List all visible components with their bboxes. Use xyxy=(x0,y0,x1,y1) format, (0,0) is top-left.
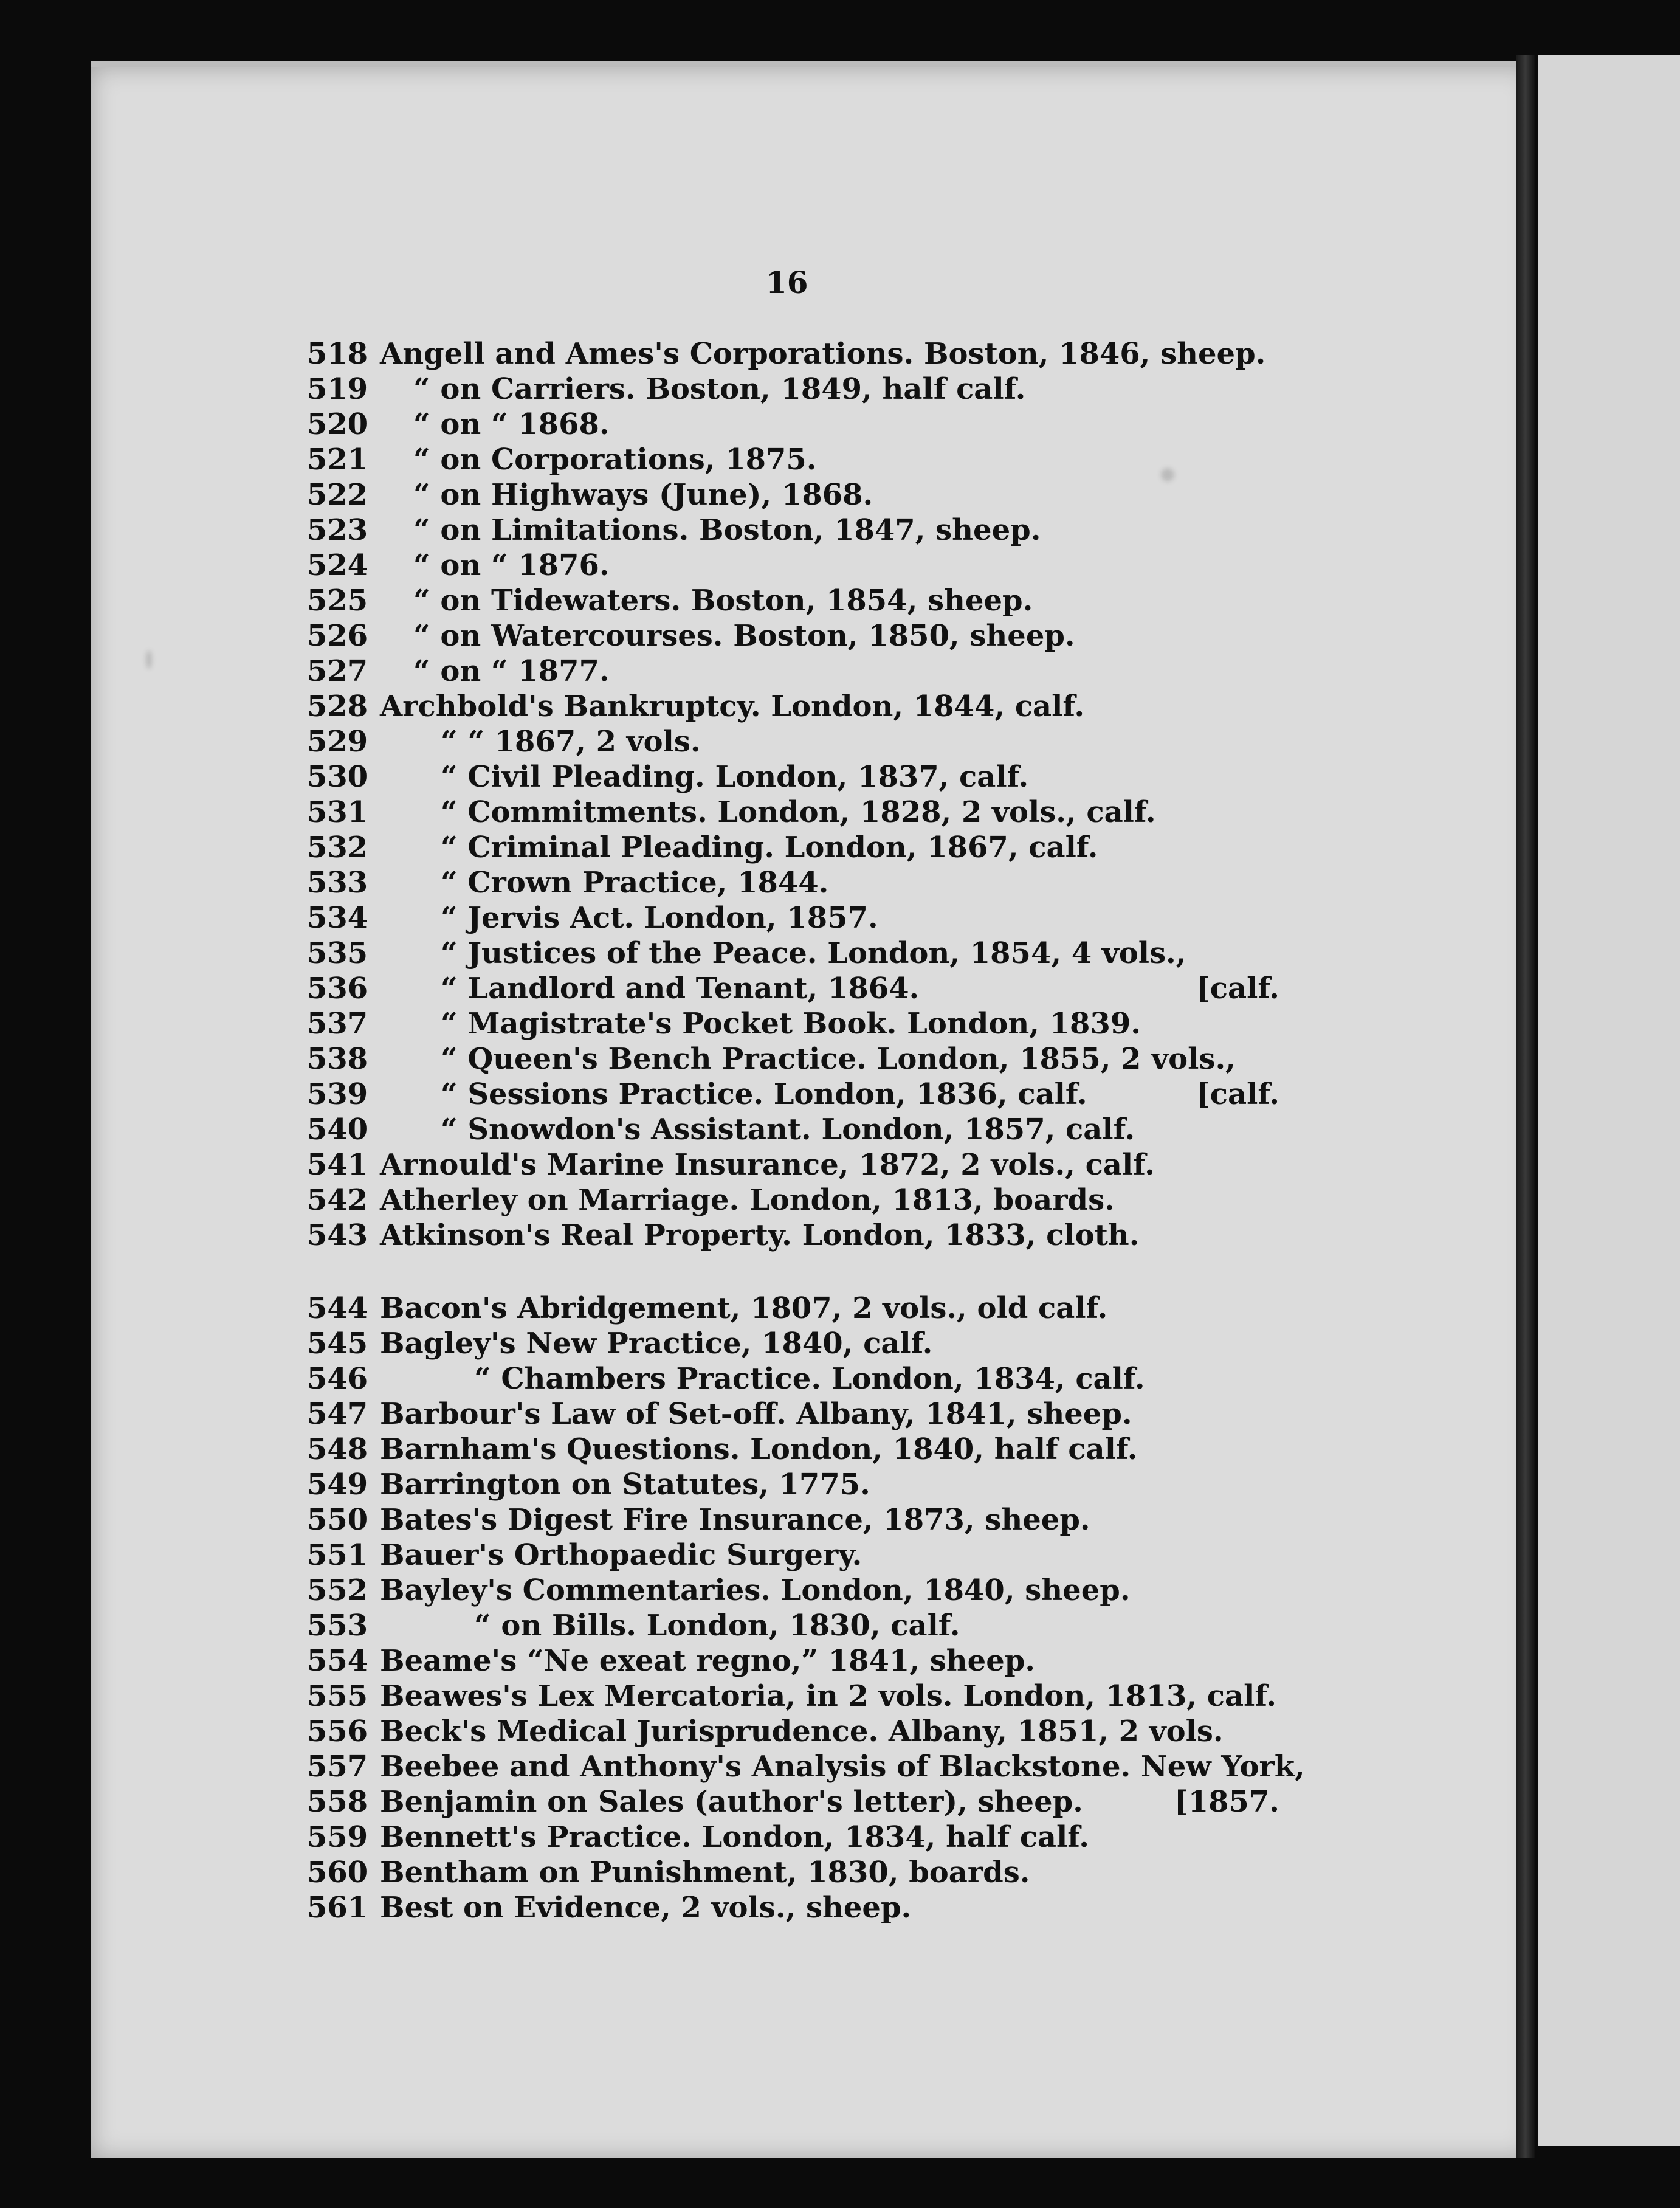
catalogue-entry xyxy=(307,371,1279,407)
catalogue-entry xyxy=(307,830,1279,865)
catalogue-entry xyxy=(307,1784,1279,1820)
catalogue-entry xyxy=(307,512,1279,548)
entry-number: 533 xyxy=(307,866,368,900)
catalogue-list xyxy=(307,336,1305,1925)
entry-text: Benjamin on Sales (author's letter), sheep. xyxy=(380,1785,1083,1819)
entry-number: 530 xyxy=(307,760,368,794)
entry-text: “ Chambers Practice. London, 1834, calf. xyxy=(474,1362,1145,1396)
catalogue-entry xyxy=(307,548,1279,583)
entry-text: “ on Carriers. Boston, 1849, half calf. xyxy=(413,372,1026,406)
catalogue-entry xyxy=(307,971,1279,1006)
entry-text: “ Queen's Bench Practice. London, 1855, 2 vols., xyxy=(441,1042,1236,1076)
catalogue-entry xyxy=(307,1855,1279,1890)
catalogue-entry xyxy=(307,442,1279,477)
catalogue-entry xyxy=(307,1714,1279,1749)
entry-text: “ “ 1867, 2 vols. xyxy=(441,725,701,759)
entry-text: Archbold's Bankruptcy. London, 1844, calf. xyxy=(380,689,1085,723)
entry-number: 527 xyxy=(307,654,368,688)
entry-number: 535 xyxy=(307,936,368,970)
catalogue-entry xyxy=(307,1147,1279,1182)
entry-text: Bauer's Orthopaedic Surgery. xyxy=(380,1538,862,1572)
catalogue-entry xyxy=(307,900,1279,936)
entry-text: “ Commitments. London, 1828, 2 vols., calf. xyxy=(441,795,1156,829)
catalogue-entry xyxy=(307,583,1279,618)
entry-text: “ on “ 1877. xyxy=(413,654,610,688)
entry-number: 556 xyxy=(307,1714,368,1748)
entry-number: 545 xyxy=(307,1327,368,1361)
entry-text: “ on “ 1868. xyxy=(413,407,610,441)
entry-number: 540 xyxy=(307,1113,368,1147)
catalogue-entry xyxy=(307,689,1279,724)
entry-text: “ on Corporations, 1875. xyxy=(413,443,817,477)
entry-number: 554 xyxy=(307,1644,368,1678)
entry-text: Beawes's Lex Mercatoria, in 2 vols. London, 1813, calf. xyxy=(380,1679,1276,1713)
catalogue-entry xyxy=(307,1396,1279,1432)
entry-text: “ on Watercourses. Boston, 1850, sheep. xyxy=(413,619,1075,653)
entry-number: 532 xyxy=(307,830,368,864)
catalogue-entry xyxy=(307,1749,1305,1784)
entry-number: 543 xyxy=(307,1218,368,1252)
entry-text: “ Civil Pleading. London, 1837, calf. xyxy=(441,760,1029,794)
catalogue-entry xyxy=(307,1291,1279,1326)
entry-number: 523 xyxy=(307,513,368,547)
entry-carryover: [calf. xyxy=(1196,971,1279,1006)
catalogue-entry xyxy=(307,1890,1279,1925)
entry-text: “ on Highways (June), 1868. xyxy=(413,478,873,512)
page-number: 16 xyxy=(766,264,808,300)
entry-text: Bates's Digest Fire Insurance, 1873, sheep. xyxy=(380,1503,1090,1537)
entry-number: 531 xyxy=(307,795,368,829)
entry-number: 541 xyxy=(307,1148,368,1182)
entry-text: Bennett's Practice. London, 1834, half calf. xyxy=(380,1820,1089,1854)
entry-text: “ Snowdon's Assistant. London, 1857, calf. xyxy=(441,1113,1135,1147)
catalogue-entry xyxy=(307,1573,1279,1608)
entry-text: “ Jervis Act. London, 1857. xyxy=(441,901,878,935)
entry-text: Barbour's Law of Set-off. Albany, 1841, sheep. xyxy=(380,1397,1132,1431)
entry-text: “ Landlord and Tenant, 1864. xyxy=(441,971,920,1006)
entry-number: 549 xyxy=(307,1468,368,1502)
catalogue-entry xyxy=(307,1432,1279,1467)
section-gap xyxy=(307,1253,1279,1291)
entry-text: Beame's “Ne exeat regno,” 1841, sheep. xyxy=(380,1644,1036,1678)
entry-text: “ Sessions Practice. London, 1836, calf. xyxy=(441,1077,1087,1111)
entry-number: 520 xyxy=(307,407,368,441)
catalogue-entry xyxy=(307,1678,1279,1714)
catalogue-entry xyxy=(307,618,1279,654)
catalogue-entry xyxy=(307,1006,1279,1041)
entry-text: Arnould's Marine Insurance, 1872, 2 vols., calf. xyxy=(380,1148,1155,1182)
entry-number: 561 xyxy=(307,1891,368,1925)
entry-carryover: [calf. xyxy=(1196,1077,1279,1111)
entry-text: “ on Limitations. Boston, 1847, sheep. xyxy=(413,513,1041,547)
entry-carryover: [1857. xyxy=(1174,1785,1279,1819)
catalogue-entry xyxy=(307,407,1279,442)
entry-text: Bentham on Punishment, 1830, boards. xyxy=(380,1855,1030,1889)
entry-number: 553 xyxy=(307,1609,368,1643)
entry-text: “ on Bills. London, 1830, calf. xyxy=(474,1609,960,1643)
entry-number: 536 xyxy=(307,971,368,1006)
ink-smudge xyxy=(146,650,152,669)
catalogue-entry xyxy=(307,1502,1279,1537)
entry-text: Beck's Medical Jurisprudence. Albany, 1851, 2 vols. xyxy=(380,1714,1224,1748)
entry-number: 552 xyxy=(307,1573,368,1607)
entry-number: 538 xyxy=(307,1042,368,1076)
entry-number: 558 xyxy=(307,1785,368,1819)
entry-number: 528 xyxy=(307,689,368,723)
entry-number: 537 xyxy=(307,1007,368,1041)
catalogue-entry xyxy=(307,1112,1279,1147)
entry-number: 521 xyxy=(307,443,368,477)
catalogue-entry xyxy=(307,759,1279,795)
catalogue-entry xyxy=(307,1326,1279,1361)
entry-number: 522 xyxy=(307,478,368,512)
entry-text: Barrington on Statutes, 1775. xyxy=(380,1468,870,1502)
entry-number: 542 xyxy=(307,1183,368,1217)
catalogue-entry xyxy=(307,936,1279,971)
entry-number: 526 xyxy=(307,619,368,653)
entry-text: “ on “ 1876. xyxy=(413,548,610,582)
catalogue-entry xyxy=(307,1218,1279,1253)
entry-text: “ Criminal Pleading. London, 1867, calf. xyxy=(441,830,1098,864)
catalogue-entry xyxy=(307,865,1279,900)
entry-text: Beebee and Anthony's Analysis of Blackstone. New York, xyxy=(380,1750,1305,1784)
entry-number: 547 xyxy=(307,1397,368,1431)
entry-number: 557 xyxy=(307,1750,368,1784)
catalogue-entry xyxy=(307,477,1279,512)
entry-number: 550 xyxy=(307,1503,368,1537)
entry-text: Atkinson's Real Property. London, 1833, cloth. xyxy=(380,1218,1140,1252)
catalogue-entry xyxy=(307,1182,1279,1218)
entry-number: 518 xyxy=(307,337,368,371)
catalogue-entry xyxy=(307,1608,1279,1643)
entry-number: 551 xyxy=(307,1538,368,1572)
entry-text: Barnham's Questions. London, 1840, half calf. xyxy=(380,1432,1138,1466)
entry-number: 519 xyxy=(307,372,368,406)
entry-text: “ Magistrate's Pocket Book. London, 1839. xyxy=(441,1007,1141,1041)
entry-number: 559 xyxy=(307,1820,368,1854)
entry-number: 529 xyxy=(307,725,368,759)
catalogue-entry xyxy=(307,336,1279,371)
entry-number: 524 xyxy=(307,548,368,582)
entry-text: Angell and Ames's Corporations. Boston, 1846, sheep. xyxy=(380,337,1266,371)
entry-number: 548 xyxy=(307,1432,368,1466)
entry-number: 546 xyxy=(307,1362,368,1396)
catalogue-entry xyxy=(307,1467,1279,1502)
catalogue-entry xyxy=(307,1820,1279,1855)
catalogue-entry xyxy=(307,724,1279,759)
entry-text: “ Justices of the Peace. London, 1854, 4 vols., xyxy=(441,936,1186,970)
entry-number: 555 xyxy=(307,1679,368,1713)
entry-number: 544 xyxy=(307,1291,368,1325)
entry-number: 525 xyxy=(307,584,368,618)
entry-text: “ Crown Practice, 1844. xyxy=(441,866,829,900)
catalogue-entry xyxy=(307,654,1279,689)
entry-text: Best on Evidence, 2 vols., sheep. xyxy=(380,1891,912,1925)
entry-text: Bacon's Abridgement, 1807, 2 vols., old calf. xyxy=(380,1291,1108,1325)
book-gutter xyxy=(1516,55,1535,2158)
entry-number: 534 xyxy=(307,901,368,935)
entry-number: 560 xyxy=(307,1855,368,1889)
catalogue-entry xyxy=(307,1361,1279,1396)
entry-number: 539 xyxy=(307,1077,368,1111)
catalogue-entry xyxy=(307,1077,1279,1112)
facing-page-edge xyxy=(1538,55,1680,2146)
catalogue-entry xyxy=(307,1537,1279,1573)
catalogue-entry xyxy=(307,795,1279,830)
entry-text: Atherley on Marriage. London, 1813, boards. xyxy=(380,1183,1115,1217)
catalogue-entry xyxy=(307,1041,1279,1077)
entry-text: Bayley's Commentaries. London, 1840, sheep. xyxy=(380,1573,1131,1607)
catalogue-entry xyxy=(307,1643,1279,1678)
entry-text: Bagley's New Practice, 1840, calf. xyxy=(380,1327,933,1361)
entry-text: “ on Tidewaters. Boston, 1854, sheep. xyxy=(413,584,1033,618)
